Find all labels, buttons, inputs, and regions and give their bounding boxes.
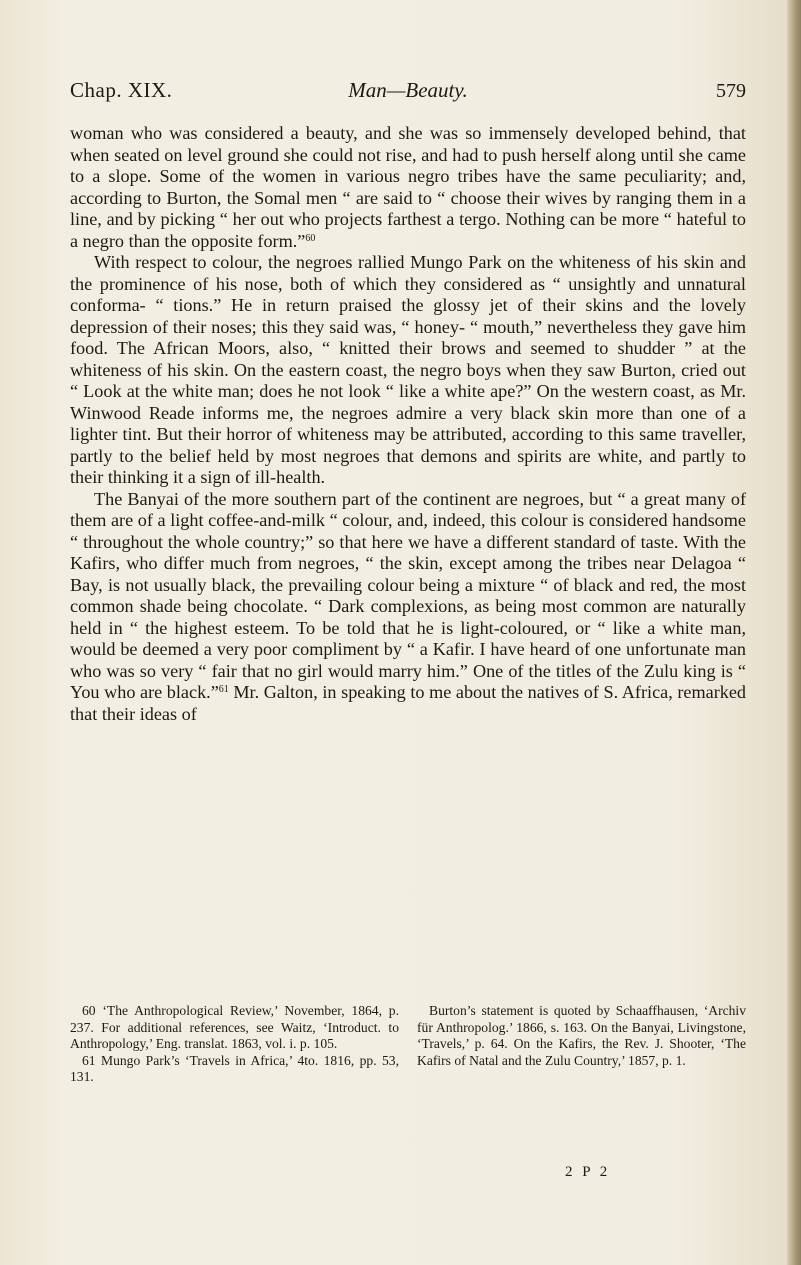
page-edge [787,0,801,1265]
footnote: 61 Mungo Park’s ‘Travels in Africa,’ 4to. 1816, pp. 53, 131. [70,1052,399,1084]
paragraph: woman who was considered a beauty, and she was so immensely developed behind, that when seated on level ground she could not rise, and had to push herself along until she came to a slope. Some of the women in various negro tribes have the same peculiarity; and, according to Burton, the Somal men “ are said to “ choose their wives by ranging them in a line, and by picking “ her out who projects farthest a tergo. Nothing can be more “ hateful to a negro than the opposite form.”$^{60}$ [70,123,746,251]
body-text [70,123,746,725]
footnote: Burton’s statement is quoted by Schaaffhausen, ‘Archiv für Anthropolog.’ 1866, s. 163. On the Banyai, Livingstone, ‘Travels,’ p. 64. On the Kafirs, the Rev. J. Shooter, ‘The Kafirs of Natal and the Zulu Country,’ 1857, p. 1. [417,1003,746,1068]
page-number: 579 [716,80,746,102]
chapter-heading: Chap. XIX. [70,78,173,102]
paragraph: The Banyai of the more southern part of the continent are negroes, but “ a great many of them are of a light coffee-and-milk “ colour, and, indeed, this colour is considered handsome “ throughout the whole country;” so that here we have a different standard of taste. With the Kafirs, who differ much from negroes, “ the skin, except among the tribes near Delagoa “ Bay, is not usually black, the prevailing colour being a mixture “ of black and red, the most common shade being chocolate. “ Dark complexions, as being most common are naturally held in “ the highest esteem. To be told that he is light-coloured, or “ like a white man, would be deemed a very poor compliment by “ a Kafir. I have heard of one unfortunate man who was so very “ fair that no girl would marry him.” One of the titles of the Zulu king is “ You who are black.”$^{61}$ Mr. Galton, in speaking to me about the natives of S. Africa, remarked that their ideas of [70,488,747,724]
running-title: Man—Beauty. [348,78,468,102]
footnotes [70,1003,746,1086]
footnotes-left-column [70,1003,399,1086]
footnote-ref: 60 [305,232,316,244]
paragraph: With respect to colour, the negroes rallied Mungo Park on the whiteness of his skin and the prominence of his nose, both of which they considered as “ unsightly and unnatural conforma- “ tions.” He in return praised the glossy jet of their skins and the lovely depression of their noses; this they said was, “ honey- “ mouth,” nevertheless they gave him food. The African Moors, also, “ knitted their brows and seemed to shudder ” at the whiteness of his skin. On the eastern coast, the negro boys when they saw Burton, cried out “ Look at the white man; does he not look “ like a white ape?” On the western coast, as Mr. Winwood Reade informs me, the negroes admire a very black skin more than one of a lighter tint. But their horror of whiteness may be attributed, according to this same traveller, partly to the belief held by most negroes that demons and spirits are white, and partly to their thinking it a sign of ill-health. [70,252,746,487]
footnote: 60 ‘The Anthropological Review,’ November, 1864, p. 237. For additional references, see Waitz, ‘Introduct. to Anthropology,’ Eng. translat. 1863, vol. i. p. 105. [70,1003,399,1051]
signature-mark: 2 P 2 [565,1164,611,1180]
footnotes-right-column [417,1003,746,1086]
footnote-ref: 61 [218,684,229,695]
page-header [70,78,746,108]
